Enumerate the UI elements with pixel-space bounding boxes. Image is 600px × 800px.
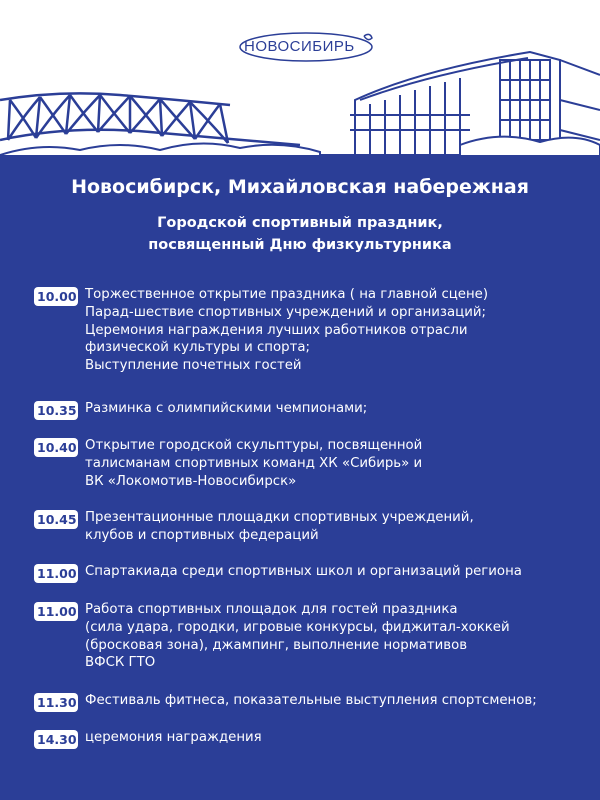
schedule-list [34,286,594,759]
schedule-item [34,437,594,509]
event-line: Фестиваль фитнеса, показательные выступления спортсменов; [85,693,537,708]
event-line: Презентационные площадки спортивных учреждений, [85,510,474,525]
event-line: Выступление почетных гостей [85,358,302,374]
event-text [85,563,522,581]
subtitle-line-2: посвященный Дню физкультурника [148,237,452,253]
page-subtitle [0,212,600,256]
event-line: церемония награждения [85,730,262,745]
event-line: Работа спортивных площадок для гостей праздника [85,602,458,617]
event-line: физической культуры и спорта; [85,340,310,356]
event-text [85,692,537,710]
event-line: ВК «Локомотив-Новосибирск» [85,473,297,489]
event-line: (сила удара, городки, игровые конкурсы, фиджитал-хоккей [85,619,510,635]
event-line: Спартакиада среди спортивных школ и организаций региона [85,564,522,579]
time-badge: 11.30 [34,693,78,712]
event-line: клубов и спортивных федераций [85,527,319,543]
event-line: Церемония награждения лучших работников отрасли [85,322,468,338]
schedule-item [34,563,594,601]
event-text [85,400,367,418]
event-text [85,509,474,545]
time-badge: 10.00 [34,287,78,306]
event-line: Парад-шествие спортивных учреждений и организаций; [85,304,486,320]
event-line: Открытие городской скульптуры, посвященной [85,438,423,453]
time-badge: 11.00 [34,602,78,621]
event-line: Разминка с олимпийскими чемпионами; [85,401,368,416]
logo-text: НОВОСИБИРЬ [244,38,355,55]
event-text [85,437,422,490]
schedule-item [34,286,594,400]
time-badge: 10.40 [34,438,78,457]
event-line: ВФСК ГТО [85,655,156,671]
event-line: Торжественное открытие праздника ( на главной сцене) [85,287,489,302]
schedule-item [34,729,594,759]
time-badge: 11.00 [34,564,78,583]
event-text [85,729,262,747]
time-badge: 10.35 [34,401,78,420]
schedule-item [34,509,594,563]
schedule-item [34,692,594,729]
page-title: Новосибирск, Михайловская набережная [71,176,529,198]
event-text [85,286,488,375]
event-line: (бросковая зона), джампинг, выполнение нормативов [85,637,468,653]
time-badge: 10.45 [34,510,78,529]
subtitle-line-1: Городской спортивный праздник, [157,215,443,231]
schedule-item [34,400,594,437]
schedule-item [34,601,594,692]
time-badge: 14.30 [34,730,78,749]
event-text [85,601,510,672]
event-line: талисманам спортивных команд ХК «Сибирь» и [85,455,423,471]
